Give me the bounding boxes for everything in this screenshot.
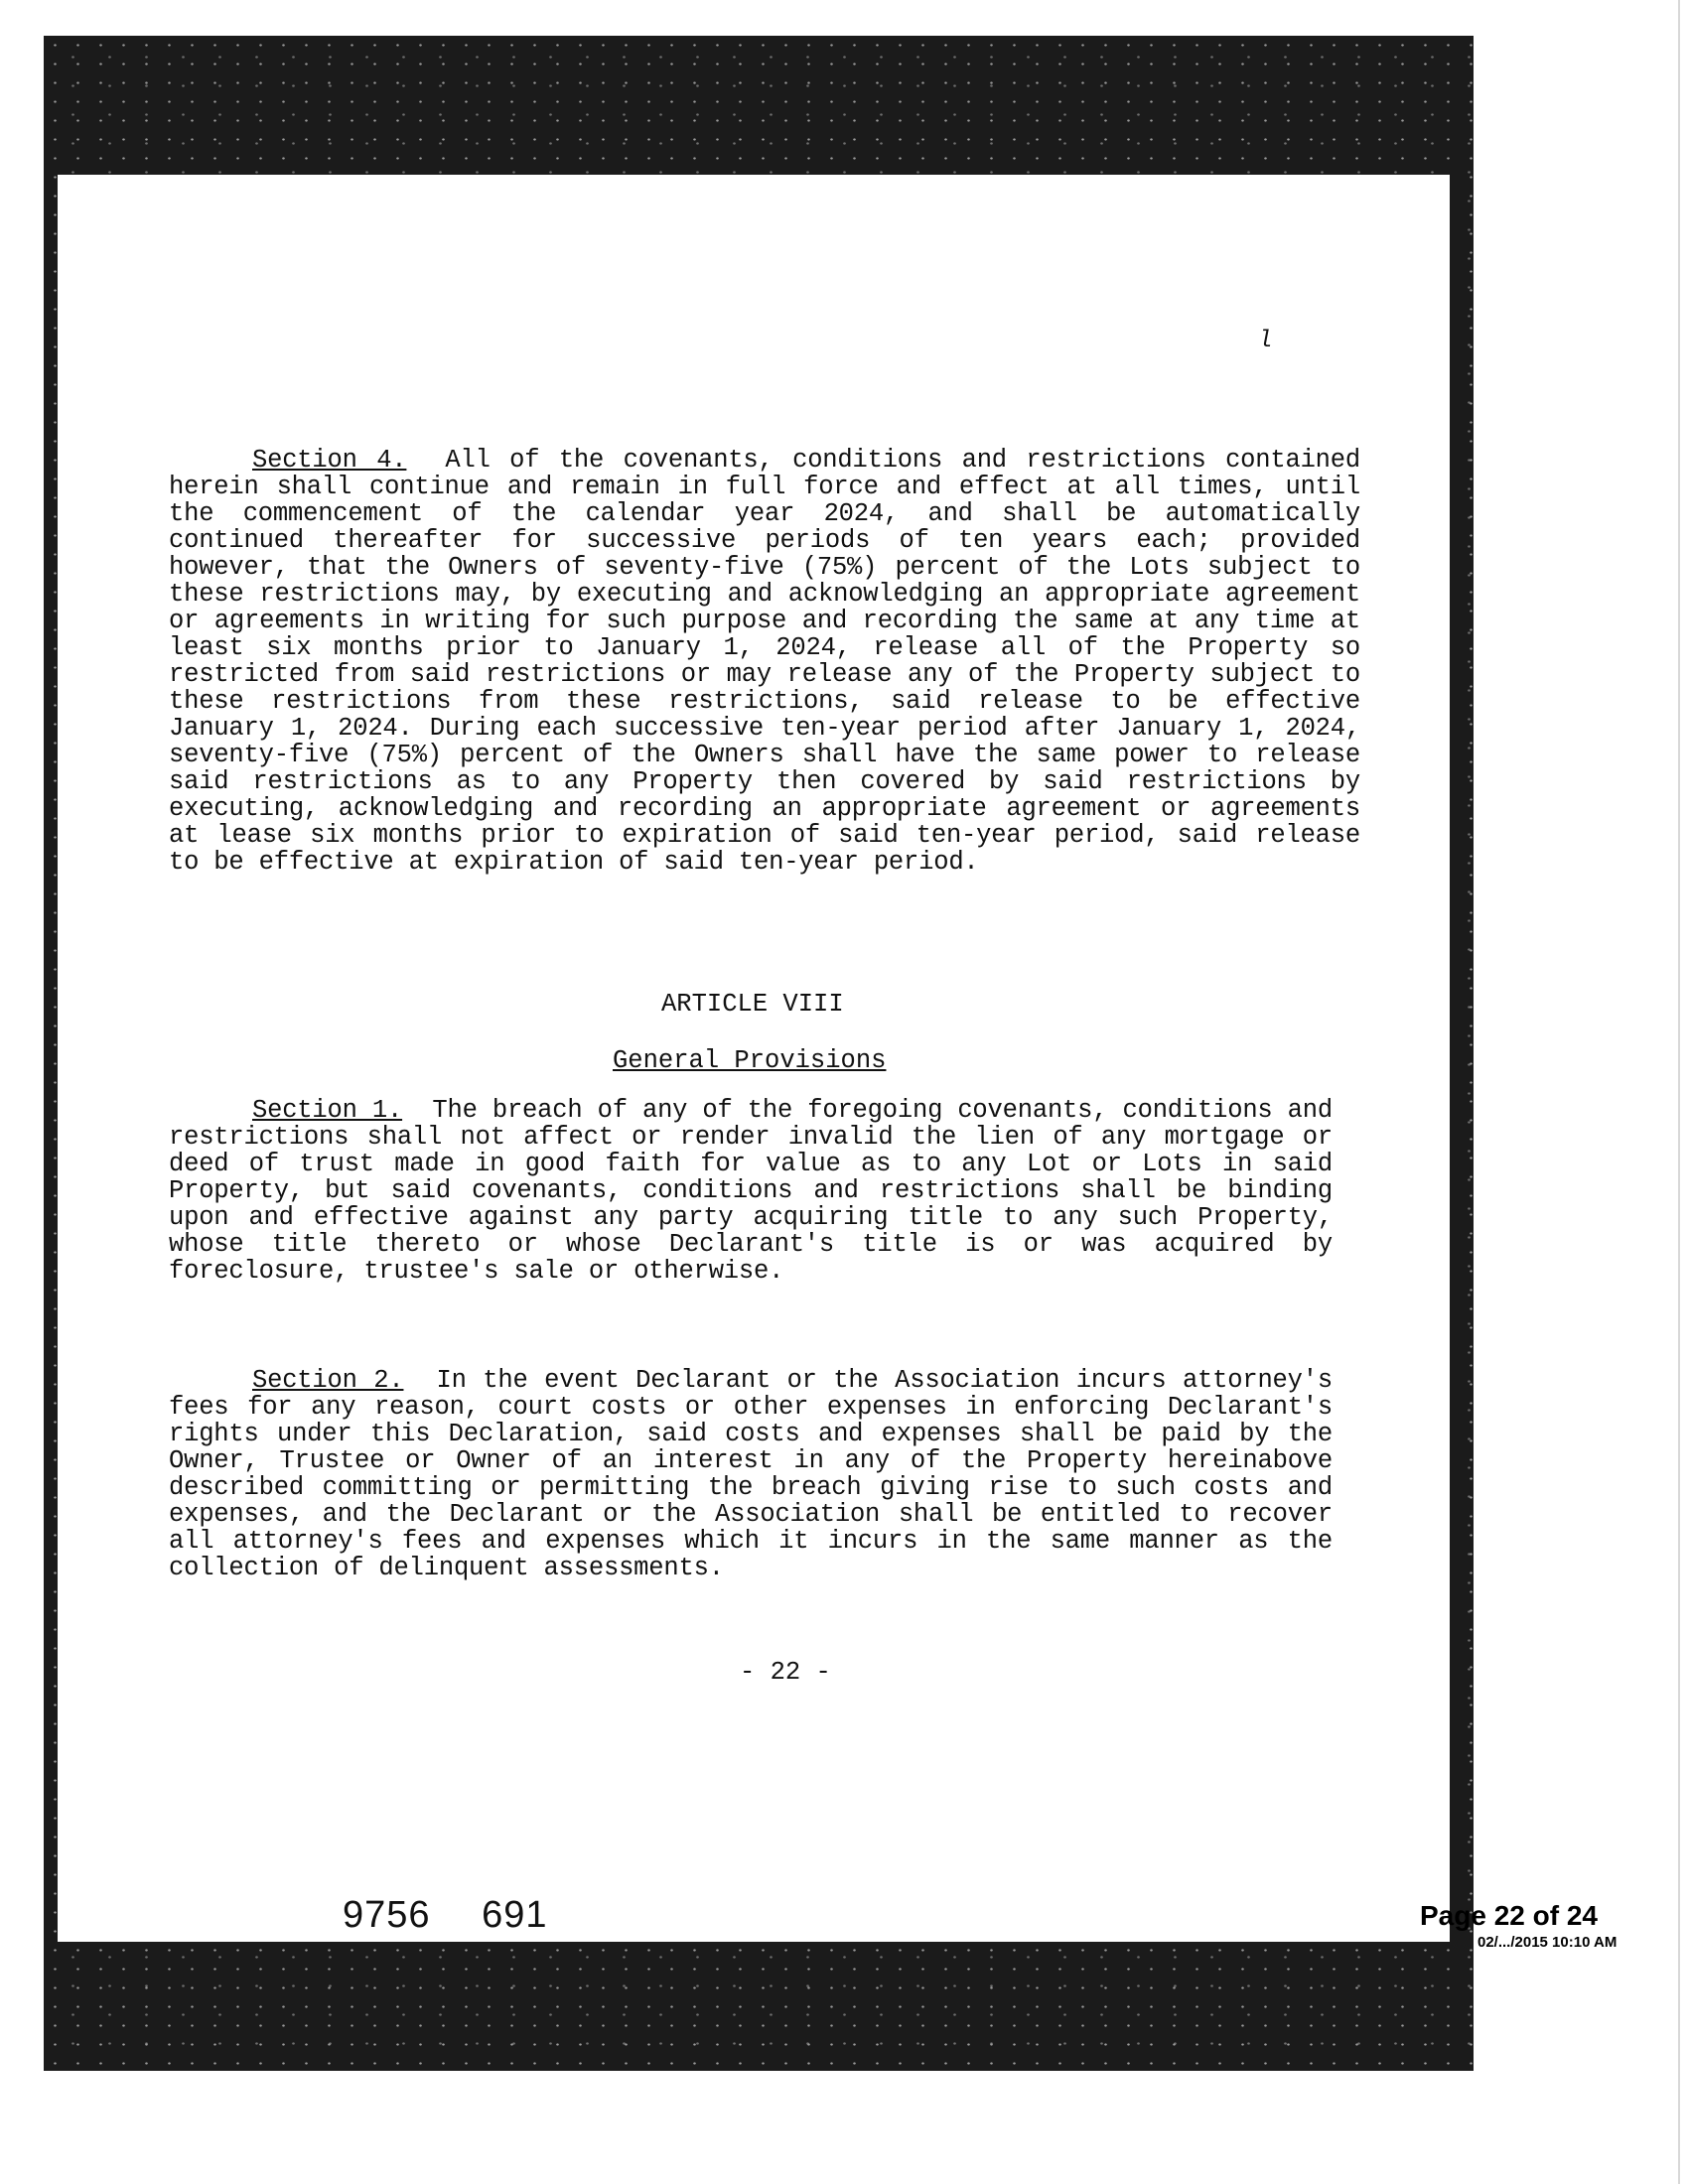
page-number: - 22 - [740,1658,831,1687]
section-4-text: All of the covenants, conditions and restrictions contained herein shall continue and remain in full force and effect at all times, until the commencement of the calendar year 2024, and shall be automatically continued thereafter for successive periods of ten years each; provided however, that the Owners of seventy-five (75%) percent of the Lots subject to these restrictions may, by executing and acknowledging an appropriate agreement or agreements in writing for such purpose and recording the same at any time at least six months prior to January 1, 2024, release all of the Property so restricted from said restrictions or may release any of the Property subject to these restrictions from these restrictions, said release to be effective January 1, 2024. During each successive ten-year period after January 1, 2024, seventy-five (75%) percent of the Owners shall have the same power to release said restrictions as to any Property then covered by said restrictions by executing, acknowledging and recording an appropriate agreement or agreements at lease six months prior to expiration of said ten-year period, said release to be effective at expiration of said ten-year period. [169,446,1360,877]
stray-mark: l [1258,328,1273,354]
page-edge [1678,0,1680,2184]
section-1-block [169,1097,1333,1285]
article-subtitle: General Provisions [613,1046,887,1075]
section-1-paragraph [169,1097,1333,1285]
section-1-text: The breach of any of the foregoing covenants, conditions and restrictions shall not affect or render invalid the lien of any mortgage or deed of trust made in good faith for value as to any Lot or Lots in said Property, but said covenants, conditions and restrictions shall be binding upon and effective against any party acquiring title to any such Property, whose title thereto or whose Declarant's title is or was acquired by foreclosure, trustee's sale or otherwise. [169,1096,1333,1286]
article-title: ARTICLE VIII [661,990,844,1019]
section-4-heading: Section 4. [252,446,407,475]
recording-page: 691 [482,1894,548,1936]
section-2-text: In the event Declarant or the Association incurs attorney's fees for any reason, court costs or other expenses in enforcing Declarant's rights under this Declaration, said costs and expenses shall be paid by the Owner, Trustee or Owner of an interest in any of the Property hereinabove described committing or permitting the breach giving rise to such costs and expenses, and the Declarant or the Association shall be entitled to recover all attorney's fees and expenses which it incurs in the same manner as the collection of delinquent assessments. [169,1366,1333,1582]
recording-stamp [343,1894,588,1937]
section-2-block [169,1367,1333,1581]
section-1-heading: Section 1. [252,1096,403,1125]
page-timestamp: 02/.../2015 10:10 AM [1477,1934,1618,1951]
section-2-paragraph [169,1367,1333,1581]
section-4-block [169,447,1360,876]
page-counter: Page 22 of 24 [1420,1900,1598,1931]
recording-book: 9756 [343,1894,431,1936]
section-2-heading: Section 2. [252,1366,404,1395]
section-4-paragraph [169,447,1360,876]
